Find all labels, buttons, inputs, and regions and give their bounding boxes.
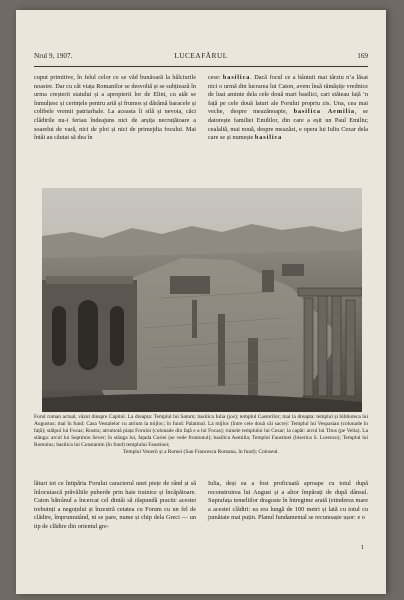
caption-second-line: Templul Venerii și a Romei (San Francesca Romana, în fund); Coloseul. (123, 449, 279, 456)
bottom-right-column (208, 480, 368, 523)
top-left-paragraph: cuput primitive, în felul celor ce se văd bunăoară la bălciurile noastre. Dar cu cât viața Romanilor se desvoltă și se subțiează în urma creșterii statului și a apropierii lor de Elini, cu atât se înmulțesc și cerințele pentru artă și frumos și dărâmă baracele și colibele vremii patriarhale. La aceasta îi silă și nevoia, căci clădirile nu-i feriau îndeajuns nici de arșița necruțătoare a soarelui de vară, nici de ploi și nici de primejdia focului. Mai întâi au căutat să dea în (34, 74, 196, 142)
running-head (34, 52, 368, 64)
figure-caption (34, 414, 368, 457)
header-rule (34, 66, 368, 67)
caption-main: Forul roman actual, văzut dinspre Capitol. La dreapta: Templul lui Saturn; basilica Iulia (jos); templul Castorilor; mai la dreapta: templul și biblioteca lui Augustus; mai în fund: Casa Vestalelor cu atrium la mijloc; în fund: Palatinul. La mijloc (între cele două căi sacre): Templul lui Vespasian (colonade în față); stâlpul lui Focas; Rostra; atrumotă piața Forului (colonade din față e a lui Focas); ruinele templului lui Cezar; la capăt: arcul lui Titus (pe Velia). La stânga: arcul lui Septimiu Sever; în stânga lui, fațada Curiei (se vede frontonul); basilica Aemilia; Templul Faustinei (biserica S. Lorenzo); Templul lui Romulus; basilica lui Constantin (în fund) templului Faustinei; (34, 414, 368, 449)
bottom-left-paragraph: lături tot ce întipăria Forului caracterul unei piețe de rând și să înlocuiască prăvăliile puberde prin haie trainice și încăpătoare. Caton bătrânul a încercat cel dintâi să răspundă practic acestei trebuinți a negoțului și înzestră cetatea cu Forum cu un fel de clădire, împrumutând, ni se pare, nume și chip dela Greci — un tip de clădire din orientul gre- (34, 480, 196, 530)
footer-page-number: 1 (360, 544, 364, 551)
term-basilica: basilica (222, 74, 251, 81)
issue-date: Nrul 9, 1907. (34, 52, 73, 60)
term-basilica-iulia: basilica (254, 134, 283, 142)
top-right-column (208, 74, 368, 143)
text-fragment: cese: (208, 74, 221, 81)
bottom-left-column (34, 480, 196, 532)
text-fragment: , se datorește familiei Emililor, din care a eșit un Paul Emiliu; cealaltă, mai nouă, despre meazăzi, e opera lui Iuliu Cezar dela care se și numește (208, 108, 368, 142)
forum-photograph (42, 188, 362, 412)
text-fragment: . Dacă focul ce a bântuit mai târziu n’a lăsat nici o urmă din lucrarea lui Caton, avem însă rămășițe vrednice de luat aminte dela cele două mari basilici, cari stăteau față ’n față pe cele două laturi ale Forului propriu zis. Una, cea mai veche, despre meazănoapte, (208, 74, 368, 116)
magazine-title: LUCEAFĂRUL (174, 52, 228, 60)
header-page-number: 169 (357, 52, 368, 60)
bottom-right-paragraph: Iulia, deși ea a fost proficuată aproape cu totul după reconstruirea lui August și a altor împărați de după dânsul. Suprafața temeliilor dragoste în întregime arată (etinderea mare a acestei clădiri: ea era lungă de 100 metri și lată cu totul cu jumătate mai puțin. Planul fundamental se recunoaște ușor: e o (208, 480, 368, 522)
top-right-paragraph (208, 74, 368, 143)
term-basilica-aemilia: basilica Aemilia (293, 108, 355, 116)
magazine-page (16, 10, 386, 594)
top-left-column (34, 74, 196, 143)
